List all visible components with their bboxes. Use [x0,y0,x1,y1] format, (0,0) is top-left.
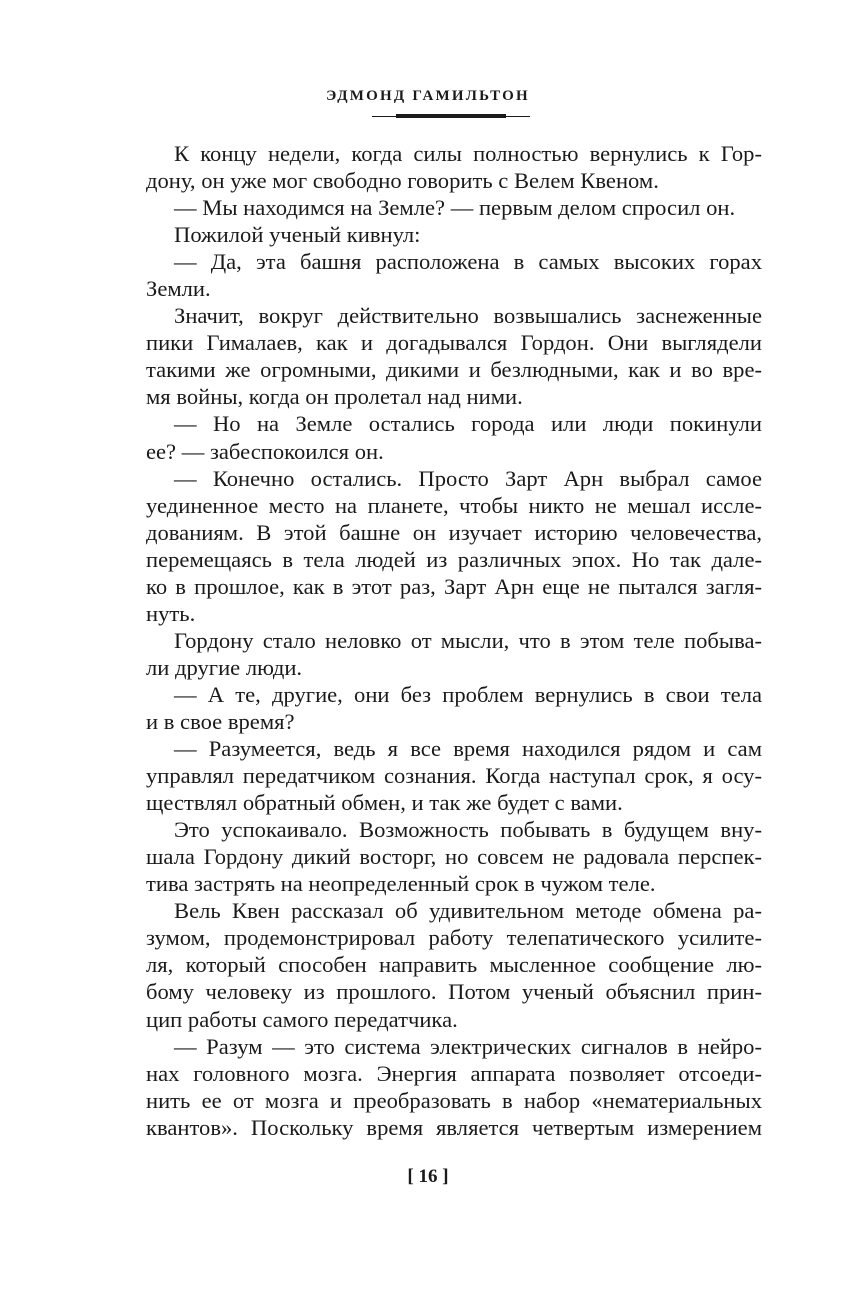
text-line: такими же огромными, дикими и безлюдными, как и во вре- [146,357,762,383]
text-line: управлял передатчиком сознания. Когда наступал срок, я осу- [146,763,762,789]
text-line: — Да, эта башня расположена в самых высоких горах [174,249,762,275]
text-line: — Разум — это система электрических сигналов в нейро- [174,1033,762,1059]
text-line: Это успокаивало. Возможность побывать в будущем вну- [174,817,762,843]
text-line: ля, который способен направить мысленное сообщение лю- [146,952,762,978]
text-line: — Мы находимся на Земле? — первым делом спросил он. [174,195,736,221]
text-line: уединенное место на планете, чтобы никто не мешал иссле- [146,492,762,518]
text-line: ее? — забеспокоился он. [146,438,384,464]
text-line: Значит, вокруг действительно возвышались заснеженные [174,303,762,329]
text-line: — Разумеется, ведь я все время находился рядом и сам [174,736,762,762]
text-line: Пожилой ученый кивнул: [174,222,421,248]
text-line: дованиям. В этой башне он изучает историю человечества, [146,519,762,545]
text-line: Гордону стало неловко от мысли, что в этом теле побыва- [174,627,762,653]
running-head-author: ЭДМОНД ГАМИЛЬТОН [326,88,530,104]
text-line: цип работы самого передатчика. [146,1006,458,1032]
text-line: ко в прошлое, как в этот раз, Зарт Арн еще не пытался загля- [146,573,762,599]
text-line: — Конечно остались. Просто Зарт Арн выбрал самое [174,465,762,491]
text-line: квантов». Поскольку время является четвертым измерением [146,1114,762,1140]
text-line: Земли. [146,276,211,302]
text-line: бому человеку из прошлого. Потом ученый объяснил прин- [146,979,762,1005]
page-number: [ 16 ] [407,1166,449,1187]
text-line: — А те, другие, они без проблем вернулись в свои тела [174,681,762,707]
text-line: тива застрять на неопределенный срок в чужом теле. [146,871,656,897]
text-line: нить ее от мозга и преобразовать в набор «нематериальных [146,1087,762,1113]
text-line: К концу недели, когда силы полностью вернулись к Гор- [174,141,762,166]
text-line: ществлял обратный обмен, и так же будет с вами. [146,790,623,816]
text-line: дону, он уже мог свободно говорить с Велем Квеном. [146,168,659,194]
text-line: и в свое время? [146,708,295,734]
header-rule-thick [396,114,506,118]
text-line: пики Гималаев, как и догадывался Гордон. Они выглядели [146,330,762,356]
text-line: шала Гордону дикий восторг, но совсем не радовала перспек- [146,844,762,870]
body-text [146,140,762,1141]
text-line: ли другие люди. [146,654,303,680]
text-line: нуть. [146,600,196,626]
text-line: перемещаясь в тела людей из различных эпох. Но так дале- [146,546,762,572]
text-line: мя войны, когда он пролетал над ними. [146,384,523,410]
text-line: Вель Квен рассказал об удивительном методе обмена ра- [174,898,762,924]
text-line: — Но на Земле остались города или люди покинули [174,411,762,437]
text-line: нах головного мозга. Энергия аппарата позволяет отсоеди- [146,1060,762,1086]
text-line: зумом, продемонстрировал работу телепатического усилите- [146,925,762,951]
